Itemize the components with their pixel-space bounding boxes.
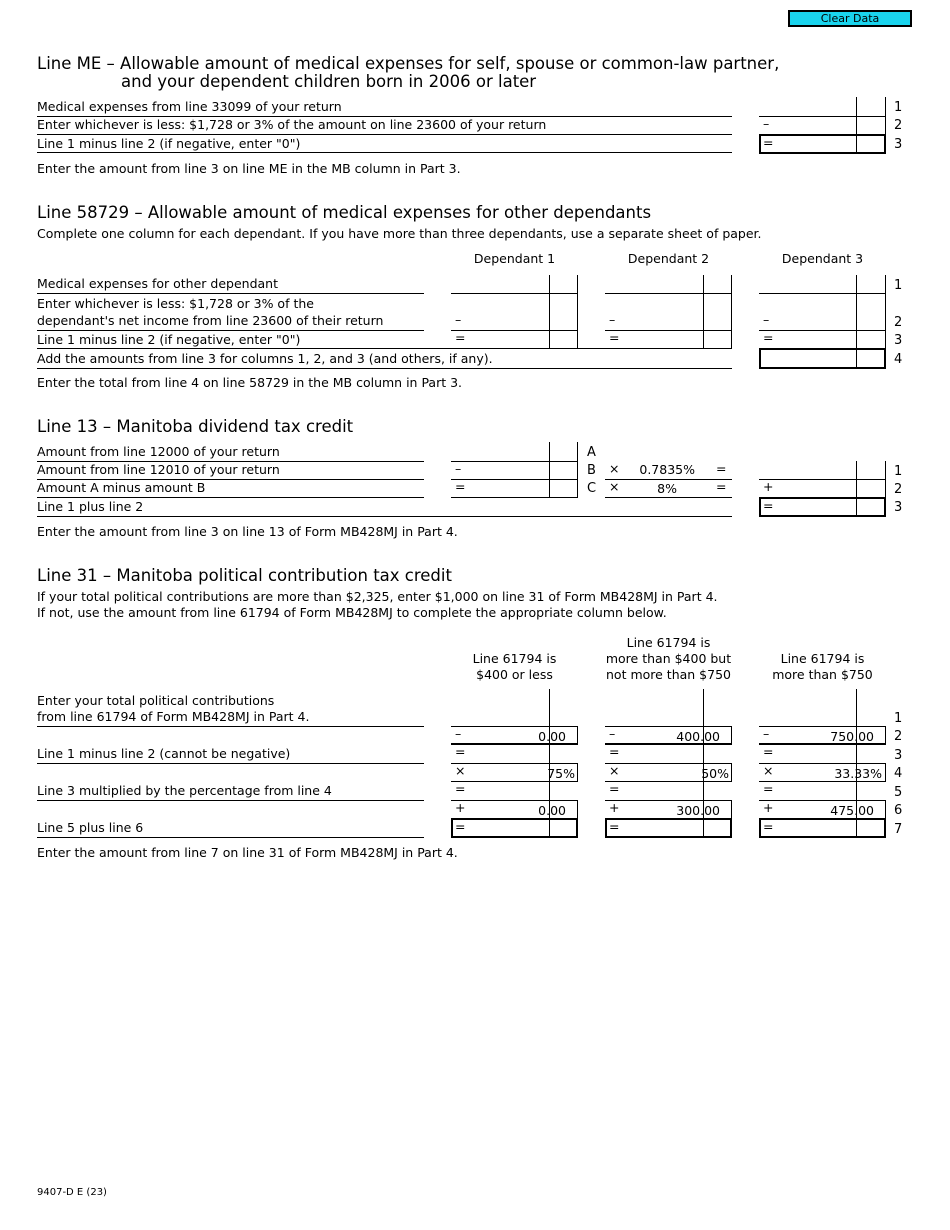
l31-col3-header: [759, 651, 886, 683]
dep3-cents-sep: [856, 275, 857, 349]
dep2-equals-sign: =: [609, 330, 620, 345]
l13-field-b[interactable]: [451, 479, 578, 480]
l31-col2-field5[interactable]: [605, 800, 732, 801]
dep-note: Enter the total from line 4 on line 58729 in the MB column in Part 3.: [37, 375, 463, 390]
line-me-title: Line ME – Allowable amount of medical expenses for self, spouse or common-law partner,: [37, 54, 780, 73]
l31-col3-line6-border: [885, 800, 886, 818]
form-code-footer: 9407-D E (23): [37, 1187, 107, 1198]
l13-line-num-1: 1: [894, 464, 903, 479]
l31-col3-times-sign: ×: [763, 763, 774, 778]
l31-col3-field7-result[interactable]: [759, 818, 886, 838]
dep1-cents-sep: [549, 275, 550, 349]
dep-total-cents-sep: [856, 348, 857, 368]
me-field1-cents-sep: [856, 97, 857, 116]
l13-letter-a: A: [587, 445, 596, 460]
l13-row3-label: Line 1 plus line 2: [37, 499, 144, 514]
dep-row4-label: Add the amounts from line 3 for columns 1, 2, and 3 (and others, if any).: [37, 351, 493, 366]
dep3-equals-sign: =: [763, 330, 774, 345]
me-line-num-3: 3: [894, 137, 903, 152]
l31-col2-field1[interactable]: [605, 726, 732, 727]
me-note: Enter the amount from line 3 on line ME in the MB column in Part 3.: [37, 161, 461, 176]
l31-col1-equals-3: =: [455, 744, 466, 759]
me-minus-sign: –: [763, 116, 770, 131]
dep-row2-label-cont: dependant's net income from line 23600 of their return: [37, 313, 384, 328]
l31-row5-rule: [37, 800, 424, 801]
l31-col1-line2-border: [577, 726, 578, 744]
l13-rate-2-rule: [605, 497, 732, 498]
line-58729-title: Line 58729 – Allowable amount of medical expenses for other dependants: [37, 203, 652, 222]
me-field3-cents-sep: [856, 134, 857, 153]
me-row1-label: Medical expenses from line 33099 of your return: [37, 99, 342, 114]
l31-col2-header-line2: more than $400 but: [605, 651, 732, 666]
l31-col1-line2-value: 0.00: [538, 729, 566, 744]
l13-plus-sign: +: [763, 479, 774, 494]
l31-col3-line2-value: 750.00: [830, 729, 874, 744]
l31-col3-line2-border: [885, 726, 886, 744]
l31-col1-times-sign: ×: [455, 763, 466, 778]
l31-col2-line2-border: [731, 726, 732, 744]
me-field1-border: [885, 97, 886, 116]
l13-abc-cents-sep: [549, 442, 550, 498]
l31-col1-header: [451, 651, 578, 683]
l13-equals-sign-1: =: [716, 461, 727, 476]
l13-letter-b: B: [587, 463, 596, 478]
l13-row-a-label: Amount from line 12000 of your return: [37, 444, 280, 459]
l13-row-c-label: Amount A minus amount B: [37, 480, 206, 495]
l31-col3-equals-5: =: [763, 781, 774, 796]
l31-col1-equals-5: =: [455, 781, 466, 796]
dep-row3-label: Line 1 minus line 2 (if negative, enter "0"): [37, 332, 301, 347]
dependant-1-header: Dependant 1: [473, 251, 556, 266]
dep1-right-border: [577, 275, 578, 349]
l31-intro-2: If not, use the amount from line 61794 of Form MB428MJ to complete the appropriate column below.: [37, 605, 667, 620]
l31-col1-field3[interactable]: [451, 763, 578, 764]
l31-col2-header: [595, 635, 742, 683]
l31-col3-equals-7: =: [763, 819, 774, 834]
l31-col2-line4-border: [731, 763, 732, 781]
l31-col2-field7-result[interactable]: [605, 818, 732, 838]
l31-col1-field1[interactable]: [451, 726, 578, 727]
me-field3-result[interactable]: [759, 134, 886, 154]
me-field2-cents-sep: [856, 116, 857, 135]
me-row2-label: Enter whichever is less: $1,728 or 3% of the amount on line 23600 of your return: [37, 117, 547, 132]
dep-line-num-2: 2: [894, 315, 903, 330]
dep3-minus-sign: –: [763, 312, 770, 327]
l31-line-num-2: 2: [894, 729, 903, 744]
l31-col2-plus-sign: +: [609, 800, 620, 815]
l13-equals-sign: =: [455, 479, 466, 494]
me-field1[interactable]: [759, 116, 886, 117]
l31-col1-minus-sign: –: [455, 726, 462, 741]
l13-field-3-result[interactable]: [759, 497, 886, 517]
l31-col1-line4-rule: [451, 781, 578, 782]
dep-row1-rule: [37, 293, 424, 294]
line-me-title-cont: and your dependent children born in 2006 or later: [121, 72, 537, 91]
l13-row-c-rule: [37, 497, 424, 498]
l31-row1-rule: [37, 726, 424, 727]
me-line-num-1: 1: [894, 100, 903, 115]
line-31-title: Line 31 – Manitoba political contribution tax credit: [37, 566, 452, 585]
dep-row4-rule: [37, 368, 732, 369]
dep2-field2[interactable]: [605, 330, 732, 331]
l13-rate-1: 0.7835%: [639, 462, 695, 477]
l31-col3-plus-sign: +: [763, 800, 774, 815]
l13-abc-right-border: [577, 442, 578, 498]
dep-row3-rule: [37, 348, 732, 349]
l31-col1-line4-border: [577, 763, 578, 781]
me-row2-rule: [37, 134, 732, 135]
dep-line-num-3: 3: [894, 333, 903, 348]
l31-row7-rule: [37, 837, 424, 838]
l13-field-1[interactable]: [759, 479, 886, 480]
dep-line-num-4: 4: [894, 352, 903, 367]
l31-col2-equals-5: =: [609, 781, 620, 796]
dep3-field2[interactable]: [759, 330, 886, 331]
l31-line-num-1: 1: [894, 711, 903, 726]
l31-line-num-5: 5: [894, 785, 903, 800]
l31-col2-line6-border: [731, 800, 732, 818]
l31-col3-field5[interactable]: [759, 800, 886, 801]
l31-col2-line6-value: 300.00: [676, 803, 720, 818]
l31-row1-label-cont: from line 61794 of Form MB428MJ in Part 4.: [37, 709, 310, 724]
me-field2-border: [885, 116, 886, 135]
l13-letter-c: C: [587, 481, 597, 496]
l31-col3-line6-value: 475.00: [830, 803, 874, 818]
dep2-cents-sep: [703, 275, 704, 349]
l31-col2-equals-3: =: [609, 744, 620, 759]
l31-col1-line4-value: 75%: [547, 766, 575, 781]
l13-rate-2: 8%: [657, 481, 677, 496]
l31-col3-minus-sign: –: [763, 726, 770, 741]
l13-note: Enter the amount from line 3 on line 13 of Form MB428MJ in Part 4.: [37, 524, 458, 539]
l31-col3-line4-border: [885, 763, 886, 781]
l13-field-3-cents-sep: [856, 497, 857, 516]
dep1-field3[interactable]: [451, 348, 578, 349]
l13-field-c[interactable]: [451, 497, 578, 498]
l31-note: Enter the amount from line 7 on line 31 of Form MB428MJ in Part 4.: [37, 845, 458, 860]
dep-row2-label: Enter whichever is less: $1,728 or 3% of the: [37, 296, 314, 311]
l31-col2-header-line3: not more than $750: [606, 667, 731, 682]
l13-row3-rule: [37, 516, 732, 517]
dep1-minus-sign: –: [455, 312, 462, 327]
l31-col3-field1[interactable]: [759, 726, 886, 727]
l13-rate-1-rule: [605, 479, 732, 480]
l31-col1-field5[interactable]: [451, 800, 578, 801]
l31-col2-line2-value: 400.00: [676, 729, 720, 744]
l31-row3-rule: [37, 763, 424, 764]
l13-result-equals-sign: =: [763, 498, 774, 513]
l31-line-num-3: 3: [894, 748, 903, 763]
l31-col2-equals-7: =: [609, 819, 620, 834]
l13-minus-sign: –: [455, 461, 462, 476]
dep2-field1[interactable]: [605, 293, 732, 294]
dep-row1-label: Medical expenses for other dependant: [37, 276, 278, 291]
l31-col2-times-sign: ×: [609, 763, 620, 778]
l31-col2-header-line1: Line 61794 is: [626, 635, 711, 650]
l13-times-sign-1: ×: [609, 461, 620, 476]
l31-col2-line4-rule: [605, 781, 732, 782]
dependant-3-header: Dependant 3: [781, 251, 864, 266]
l31-col3-header-line2: more than $750: [772, 667, 873, 682]
l31-line-num-4: 4: [894, 766, 903, 781]
me-line-num-2: 2: [894, 118, 903, 133]
dep1-equals-sign: =: [455, 330, 466, 345]
l31-col3-equals-3: =: [763, 744, 774, 759]
dep2-minus-sign: –: [609, 312, 616, 327]
l31-col3-line4-value: 33.33%: [834, 766, 882, 781]
l31-col1-plus-sign: +: [455, 800, 466, 815]
l13-times-sign-2: ×: [609, 479, 620, 494]
dependant-2-header: Dependant 2: [627, 251, 710, 266]
l31-line-num-6: 6: [894, 803, 903, 818]
dep-total-field[interactable]: [759, 348, 886, 369]
l13-line-num-2: 2: [894, 482, 903, 497]
l13-row-b-label: Amount from line 12010 of your return: [37, 462, 280, 477]
dep1-field2[interactable]: [451, 330, 578, 331]
line-13-title: Line 13 – Manitoba dividend tax credit: [37, 417, 354, 436]
l13-equals-sign-2: =: [716, 479, 727, 494]
l31-col1-header-line1: Line 61794 is: [472, 651, 557, 666]
l31-col3-header-line1: Line 61794 is: [780, 651, 865, 666]
me-equals-sign: =: [763, 135, 774, 150]
l31-row5-label: Line 3 multiplied by the percentage from line 4: [37, 783, 332, 798]
l31-col3-field3[interactable]: [759, 763, 886, 764]
l31-col1-line6-border: [577, 800, 578, 818]
me-row3-label: Line 1 minus line 2 (if negative, enter "0"): [37, 136, 301, 151]
l31-row1-label: Enter your total political contributions: [37, 693, 275, 708]
l31-col2-minus-sign: –: [609, 726, 616, 741]
l31-row3-label: Line 1 minus line 2 (cannot be negative): [37, 746, 291, 761]
l31-line-num-7: 7: [894, 822, 903, 837]
dep2-right-border: [731, 275, 732, 349]
dep-line-num-1: 1: [894, 278, 903, 293]
l31-col1-header-line2: $400 or less: [476, 667, 553, 682]
l31-col1-line6-value: 0.00: [538, 803, 566, 818]
dep3-field1[interactable]: [759, 293, 886, 294]
dep1-field1[interactable]: [451, 293, 578, 294]
clear-data-button[interactable]: Clear Data: [788, 10, 912, 27]
l31-row7-label: Line 5 plus line 6: [37, 820, 144, 835]
l13-line-num-3: 3: [894, 500, 903, 515]
dep-row2-rule: [37, 330, 424, 331]
l31-intro-1: If your total political contributions are more than $2,325, enter $1,000 on line 31 of Form MB428MJ in Part 4.: [37, 589, 718, 604]
l31-col2-line4-value: 50%: [701, 766, 729, 781]
l31-col2-field3[interactable]: [605, 763, 732, 764]
l31-col1-equals-7: =: [455, 819, 466, 834]
l31-col3-line4-rule: [759, 781, 886, 782]
dep3-right-border: [885, 275, 886, 349]
line-58729-intro: Complete one column for each dependant. If you have more than three dependants, use a separate sheet of paper.: [37, 226, 762, 241]
l13-field-a[interactable]: [451, 461, 578, 462]
me-row3-rule: [37, 152, 732, 153]
l31-col1-field7-result[interactable]: [451, 818, 578, 838]
